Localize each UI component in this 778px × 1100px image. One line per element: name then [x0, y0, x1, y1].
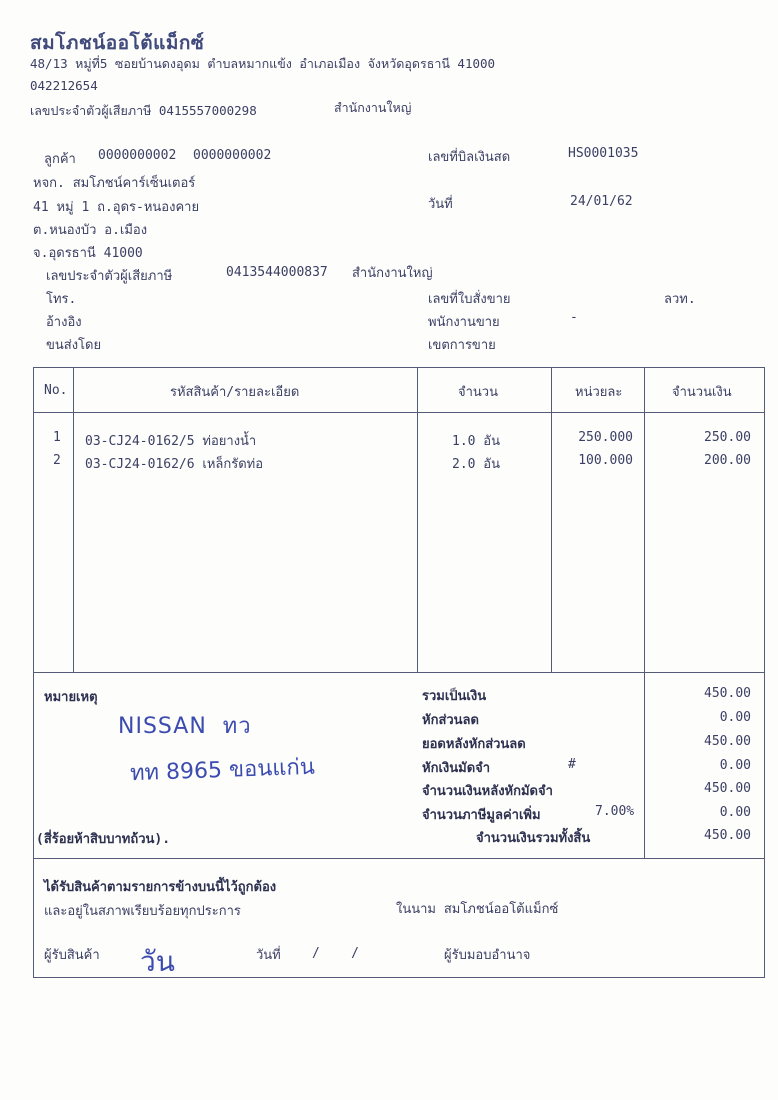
date-label: วันที่: [428, 197, 453, 212]
th-desc: รหัสสินค้า/รายละเอียด: [170, 385, 300, 400]
footer-date-slashes: / /: [312, 946, 359, 961]
bill-no: HS0001035: [568, 146, 639, 161]
sales-label: พนักงานขาย: [428, 315, 500, 330]
col-line-1: [73, 367, 74, 672]
seller-name: สมโภชน์ออโต้แม็กซ์: [30, 32, 205, 54]
customer-ref-label: อ้างอิง: [46, 315, 82, 330]
customer-ship-label: ขนส่งโดย: [46, 338, 102, 353]
footer-date-label: วันที่: [256, 948, 281, 963]
col-line-3: [551, 367, 552, 672]
total-label-after-deposit: จำนวนเงินหลังหักมัดจำ: [422, 784, 553, 799]
total-value-after-discount: 450.00: [704, 734, 751, 749]
total-value-grand: 450.00: [704, 828, 751, 843]
remarks-label: หมายเหตุ: [44, 690, 98, 705]
total-label-discount: หักส่วนลด: [422, 713, 479, 728]
header-divider: [33, 412, 765, 413]
row-amount: 200.00: [704, 453, 751, 468]
order-no-label: เลขที่ใบสั่งขาย: [428, 292, 511, 307]
received-line-2: และอยู่ในสภาพเรียบร้อยทุกประการ: [44, 904, 241, 919]
customer-address-3: จ.อุดรธานี 41000: [33, 246, 143, 261]
bill-no-label: เลขที่บิลเงินสด: [428, 150, 511, 165]
order-no: ลวท.: [664, 292, 696, 307]
customer-tax-label: เลขประจำตัวผู้เสียภาษี: [46, 269, 173, 284]
customer-label: ลูกค้า: [44, 152, 76, 167]
vat-rate: 7.00%: [595, 804, 635, 819]
customer-tax-id: 0413544000837: [226, 265, 328, 280]
area-label: เขตการขาย: [428, 338, 496, 353]
row-qty: 1.0 อัน: [452, 434, 501, 449]
seller-tax-id: เลขประจำตัวผู้เสียภาษี 0415557000298: [30, 103, 257, 118]
row-amount: 250.00: [704, 430, 751, 445]
customer-name: หจก. สมโภชน์คาร์เซ็นเตอร์: [33, 176, 196, 191]
receiver-label: ผู้รับสินค้า: [44, 948, 100, 963]
deposit-mark: #: [568, 757, 576, 772]
th-qty: จำนวน: [458, 385, 498, 400]
amount-in-words: (สี่ร้อยห้าสิบบาทถ้วน).: [36, 832, 171, 847]
th-amount: จำนวนเงิน: [672, 385, 732, 400]
customer-branch: สำนักงานใหญ่: [352, 266, 433, 281]
total-value-discount: 0.00: [719, 710, 751, 725]
row-unit: 250.000: [578, 430, 633, 445]
total-value-after-deposit: 450.00: [704, 781, 751, 796]
customer-address-2: ต.หนองบัว อ.เมือง: [33, 223, 148, 238]
totals-bottom-divider: [33, 858, 765, 859]
authorized-label: ผู้รับมอบอำนาจ: [444, 948, 531, 963]
items-bottom-divider: [33, 672, 765, 673]
total-value-vat: 0.00: [719, 805, 751, 820]
total-value-deposit: 0.00: [719, 758, 751, 773]
total-label-grand: จำนวนเงินรวมทั้งสิ้น: [476, 831, 591, 846]
row-unit: 100.000: [578, 453, 633, 468]
total-label-deposit: หักเงินมัดจำ: [422, 761, 491, 776]
receiver-signature: วัน: [140, 945, 175, 978]
seller-phone: 042212654: [30, 78, 98, 93]
row-desc: 03-CJ24-0162/6 เหล็กรัดท่อ: [85, 457, 264, 472]
row-no: 2: [53, 453, 61, 468]
totals-col-line: [644, 672, 645, 858]
th-unit: หน่วยละ: [575, 385, 623, 400]
row-desc: 03-CJ24-0162/5 ท่อยางน้ำ: [85, 434, 257, 449]
seller-address: 48/13 หมู่ที่5 ซอยบ้านดงอุดม ตำบลหมากแข้ง อำเภอเมือง จังหวัดอุดรธานี 41000: [30, 56, 496, 71]
customer-address-1: 41 หมู่ 1 ถ.อุดร-หนองคาย: [33, 200, 200, 215]
total-label-after-discount: ยอดหลังหักส่วนลด: [422, 737, 526, 752]
th-no: No.: [44, 383, 68, 398]
sales-value: -: [570, 310, 578, 325]
col-line-2: [417, 367, 418, 672]
handwritten-note-2: ทท 8965 ขอนแก่น: [129, 754, 316, 787]
handwritten-note-1: NISSAN ทว: [118, 714, 252, 739]
row-no: 1: [53, 430, 61, 445]
customer-tel-label: โทร.: [46, 292, 77, 307]
row-qty: 2.0 อัน: [452, 457, 501, 472]
date-value: 24/01/62: [570, 194, 633, 209]
seller-branch: สำนักงานใหญ่: [334, 100, 412, 115]
col-line-4: [644, 367, 645, 672]
on-behalf: ในนาม สมโภชน์ออโต้แม็กซ์: [396, 902, 559, 917]
customer-code-1: 0000000002: [98, 148, 177, 163]
total-value-subtotal: 450.00: [704, 686, 751, 701]
total-label-subtotal: รวมเป็นเงิน: [422, 689, 487, 704]
received-line-1: ได้รับสินค้าตามรายการข้างบนนี้ไว้ถูกต้อง: [44, 880, 277, 895]
total-label-vat: จำนวนภาษีมูลค่าเพิ่ม: [422, 808, 541, 823]
customer-code-2: 0000000002: [193, 148, 272, 163]
